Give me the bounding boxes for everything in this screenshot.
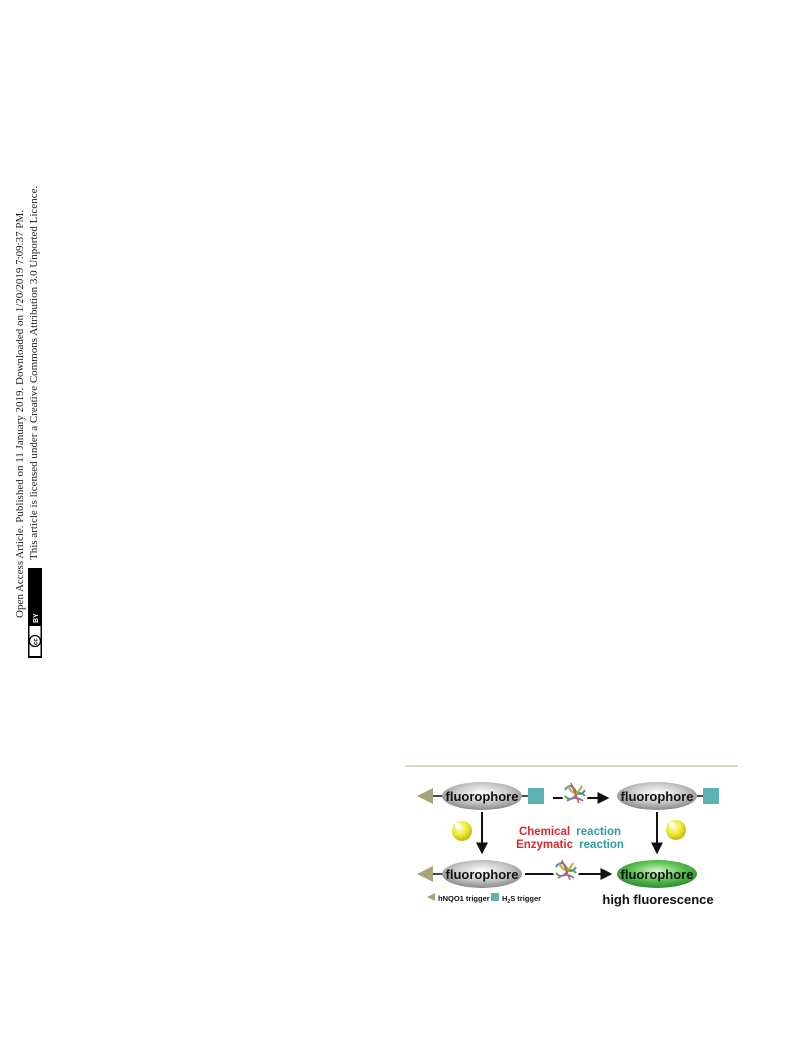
enzyme-icon — [553, 858, 579, 884]
probe-h2s-trigger — [617, 782, 719, 810]
trigger-legend — [427, 893, 541, 905]
fluorophore-label: fluorophore — [445, 867, 519, 882]
reaction-word: reaction — [576, 826, 622, 838]
chemical-reaction-caption — [519, 826, 621, 838]
enzymatic-word: Enzymatic — [516, 839, 573, 851]
enzymatic-arrow-top — [553, 781, 607, 807]
cc-badge-text: cc — [33, 638, 40, 645]
chemical-arrow-right — [657, 812, 686, 852]
probe-dual-trigger — [417, 782, 544, 810]
fluorophore-label: fluorophore — [620, 867, 694, 882]
activated-fluorophore — [617, 860, 697, 888]
divider-rule — [405, 765, 738, 767]
enzymatic-reaction-caption — [516, 839, 624, 851]
hnqo1-legend-label: hNQO1 trigger — [438, 894, 490, 903]
reaction-word: reaction — [579, 839, 624, 851]
probe-hnqo1-trigger — [417, 860, 522, 888]
enzymatic-arrow-bottom — [525, 858, 610, 884]
cc-by-badge[interactable] — [28, 568, 42, 658]
enzyme-icon — [562, 781, 588, 807]
license-line-1: Open Access Article. Published on 11 January 2019. Downloaded on 1/20/2019 7:09:37 PM. — [14, 209, 26, 618]
chemical-word: Chemical — [518, 826, 571, 838]
h2s-legend-icon — [491, 893, 499, 901]
h2s-molecule-icon — [452, 821, 472, 841]
fluorophore-label: fluorophore — [620, 789, 694, 804]
license-line-2: This article is licensed under a Creative Commons Attribution 3.0 Unported Licence. — [28, 185, 40, 560]
hnqo1-trigger-icon — [417, 866, 433, 882]
hnqo1-trigger-icon — [417, 788, 433, 804]
graphical-abstract — [405, 768, 735, 928]
chemical-arrow-left — [452, 812, 482, 852]
h2s-trigger-icon — [703, 788, 719, 804]
hnqo1-legend-icon — [427, 893, 435, 901]
license-text — [7, 0, 41, 660]
license-sidebar — [7, 0, 41, 660]
by-badge-text: BY — [33, 613, 40, 623]
h2s-trigger-icon — [528, 788, 544, 804]
h2s-molecule-icon — [666, 820, 686, 840]
h2s-legend-label: $H_2S$ trigger — [502, 894, 542, 905]
high-fluorescence-label: high fluorescence — [602, 892, 714, 907]
fluorophore-label: fluorophore — [445, 789, 519, 804]
